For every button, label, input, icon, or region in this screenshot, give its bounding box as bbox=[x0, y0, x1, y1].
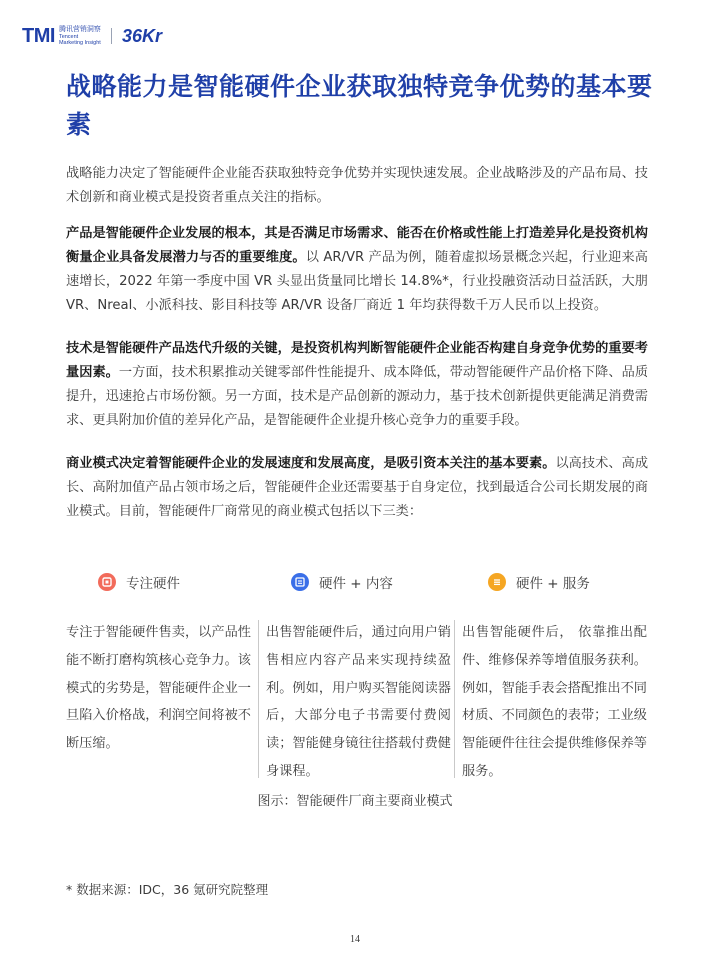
header bbox=[22, 22, 162, 50]
technology-body: 一方面，技术积累推动关键零部件性能提升、成本降低，带动智能硬件产品价格下降、品质提升，迅速抢占市场份额。另一方面，技术是产品创新的源动力，基于技术创新提供更能满足消费需求、更具附加价值的差异化产品，是智能硬件企业提升核心竞争力的重要手段。 bbox=[66, 365, 649, 428]
tmi-logo-cn: 腾讯营销洞察 bbox=[58, 25, 101, 33]
model-hardware-label: 专注硬件 bbox=[126, 576, 180, 592]
model-content-heading bbox=[291, 572, 393, 592]
product-paragraph bbox=[66, 222, 648, 318]
model-hardware-description: 专注于智能硬件售卖，以产品性能不断打磨构筑核心竞争力。该模式的劣势是，智能硬件企业一旦陷入价格战，利润空间将被不断压缩。 bbox=[66, 625, 251, 752]
business-model-lead: 商业模式决定着智能硬件企业的发展速度和发展高度，是吸引资本关注的基本要素。 bbox=[66, 456, 556, 471]
intro-paragraph bbox=[66, 162, 648, 210]
page-number: 14 bbox=[350, 934, 360, 945]
hardware-icon bbox=[98, 573, 116, 591]
column-divider-1 bbox=[258, 620, 259, 778]
model-hardware-heading bbox=[98, 572, 180, 592]
figure-caption: 图示：智能硬件厂商主要商业模式 bbox=[257, 794, 453, 809]
data-source-note: * 数据来源：IDC，36 氪研究院整理 bbox=[66, 882, 269, 897]
business-model-body: 以高技术、高成长、高附加值产品占领市场之后，智能硬件企业还需要基于自身定位，找到最适合公司长期发展的商业模式。目前，智能硬件厂商常见的商业模式包括以下三类： bbox=[66, 456, 649, 519]
logo-divider bbox=[111, 28, 112, 44]
content-icon bbox=[291, 573, 309, 591]
technology-lead: 技术是智能硬件产品迭代升级的关键，是投资机构判断智能硬件企业能否构建自身竞争优势的重要考量因素。 bbox=[66, 341, 648, 380]
technology-paragraph bbox=[66, 337, 648, 433]
model-content-label: 硬件 + 内容 bbox=[319, 576, 393, 592]
column-divider-2 bbox=[454, 620, 455, 778]
business-model-paragraph bbox=[66, 452, 648, 524]
product-lead: 产品是智能硬件企业发展的根本，其是否满足市场需求、能否在价格或性能上打造差异化是投资机构衡量企业具备发展潜力与否的重要维度。 bbox=[66, 226, 648, 265]
service-icon bbox=[488, 573, 506, 591]
model-service-label: 硬件 + 服务 bbox=[516, 576, 590, 592]
tmi-logo-subtitle bbox=[59, 26, 101, 47]
product-body: 以 AR/VR 产品为例，随着虚拟场景概念兴起，行业迎来高速增长，2022 年第一季度中国 VR 头显出货量同比增长 14.8%*，行业投融资活动日益活跃，大朋 VR、Nreal、小派科技、影目科技等 AR/VR 设备厂商近 1 年均获得数千万人民币以上投资。 bbox=[66, 250, 648, 313]
page-title: 战略能力是智能硬件企业获取独特竞争优势的基本要素 bbox=[66, 72, 653, 139]
model-service-description: 出售智能硬件后， 依靠推出配件、维修保养等增值服务获利。例如，智能手表会搭配推出不同材质、不同颜色的表带；工业级智能硬件往往会提供维修保养等服务。 bbox=[462, 625, 647, 779]
model-service-heading bbox=[488, 572, 590, 592]
tmi-logo: TMI bbox=[22, 24, 55, 47]
36kr-logo: 36Kr bbox=[121, 25, 162, 46]
intro-text: 战略能力决定了智能硬件企业能否获取独特竞争优势并实现快速发展。企业战略涉及的产品布局、技术创新和商业模式是投资者重点关注的指标。 bbox=[66, 166, 648, 205]
tmi-logo-en2: Marketing Insight bbox=[58, 40, 101, 46]
tmi-logo-en1: Tencent bbox=[58, 33, 79, 40]
model-content-description: 出售智能硬件后，通过向用户销售相应内容产品来实现持续盈利。例如，用户购买智能阅读器后，大部分电子书需要付费阅读；智能健身镜往往搭载付费健身课程。 bbox=[266, 625, 451, 779]
